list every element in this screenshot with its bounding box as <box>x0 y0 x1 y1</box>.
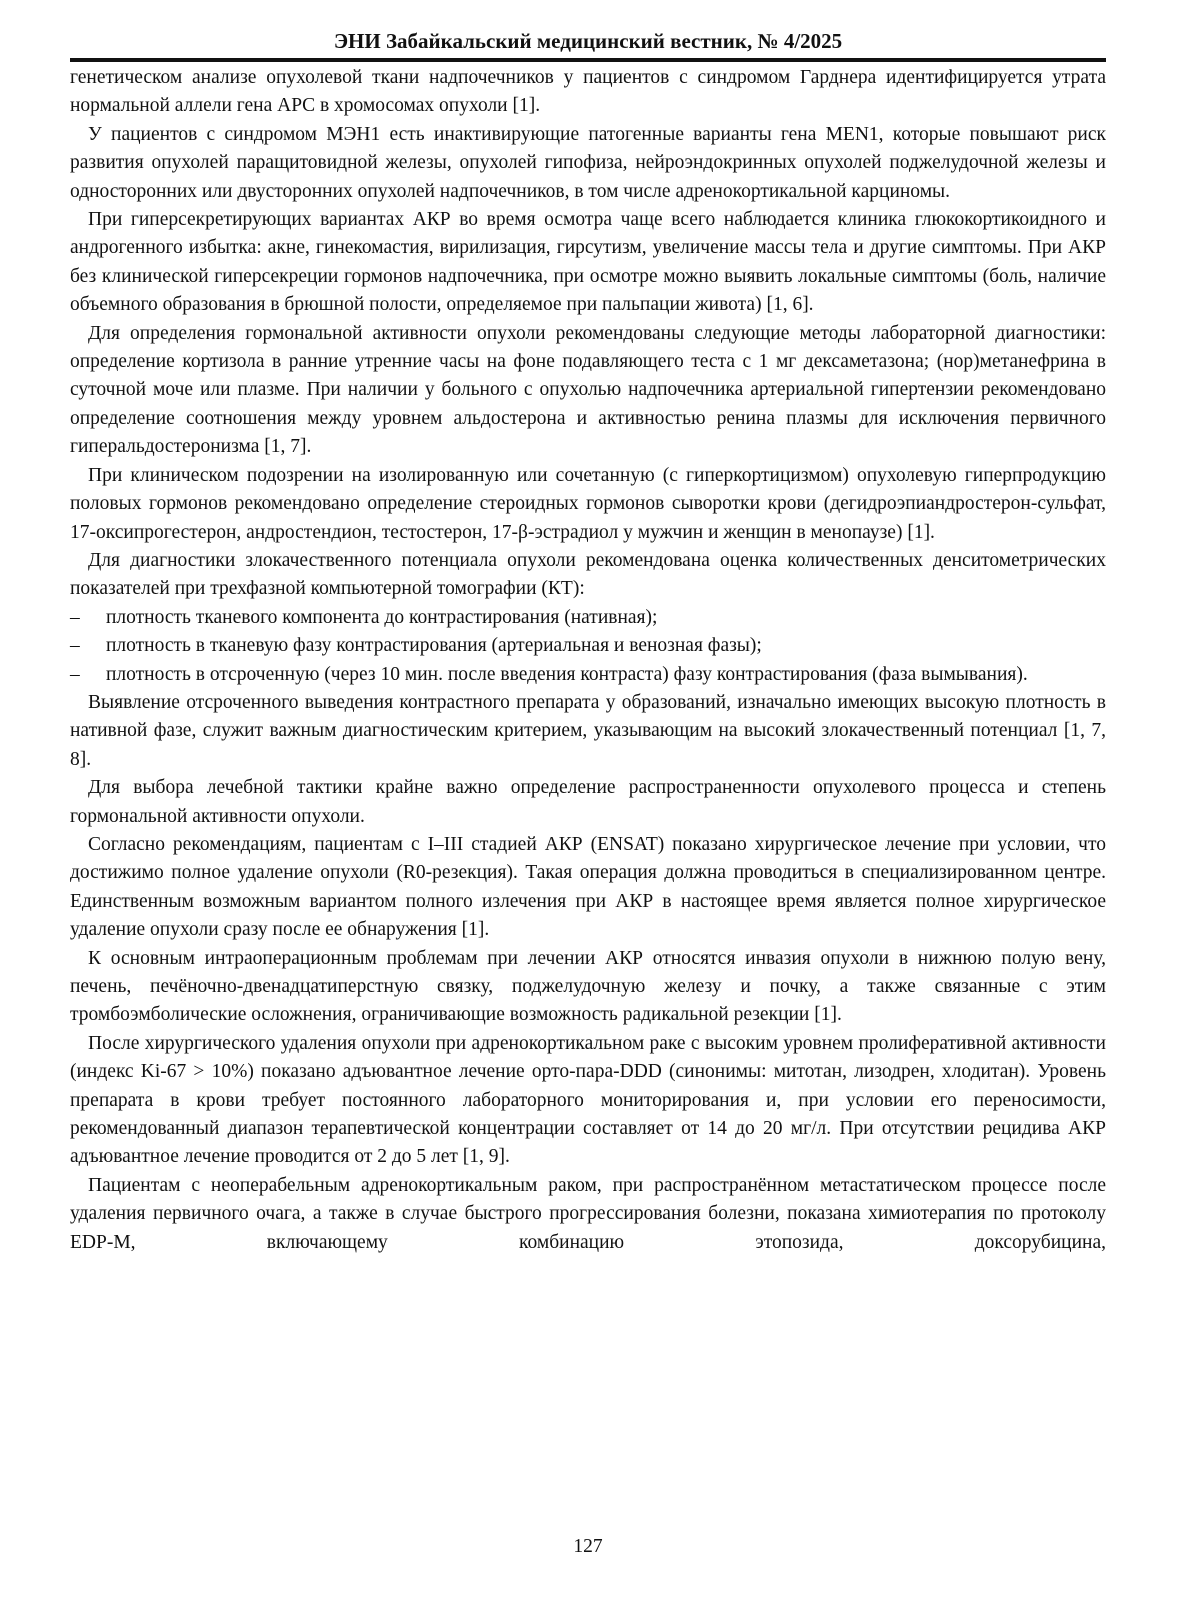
header-divider <box>70 58 1106 62</box>
list-item-text: плотность в тканевую фазу контрастирования (артериальная и венозная фазы); <box>106 635 762 657</box>
paragraph: Для выбора лечебной тактики крайне важно определение распространенности опухолевого процесса и степень гормональной активности опухоли. <box>70 777 1106 827</box>
paragraph: К основным интраоперационным проблемам при лечении АКР относятся инвазия опухоли в нижнюю полую вену, печень, печёночно-двенадцатиперстную связку, поджелудочную железу и почку, а также связанные с этим тромбоэмболические осложнения, ограничивающие возможность радикальной резекции [1]. <box>70 947 1106 1026</box>
list-item-text: плотность в отсроченную (через 10 мин. после введения контраста) фазу контрастирования (фаза вымывания). <box>106 663 1028 685</box>
list-dash: – <box>70 606 80 628</box>
paragraph: Выявление отсроченного выведения контрастного препарата у образований, изначально имеющих высокую плотность в нативной фазе, служит важным диагностическим критерием, указывающим на высокий злокачественный потенциал [1, 7, 8]. <box>70 691 1106 770</box>
paragraph: Пациентам с неоперабельным адренокортикальным раком, при распространённом метастатическом процессе после удаления первичного очага, а также в случае быстрого прогрессирования болезни, показана химиотерапия по протоколу EDP-M, включающему комбинацию этопозида, доксорубицина, <box>70 1174 1106 1253</box>
list-item <box>70 661 1106 689</box>
paragraph: Согласно рекомендациям, пациентам с I–III стадией АКР (ENSAT) показано хирургическое лечение при условии, что достижимо полное удаление опухоли (R0-резекция). Такая операция должна проводиться в специализированном центре. Единственным возможным вариантом полного излечения при АКР в настоящее время является полное хирургическое удаление опухоли сразу после ее обнаружения [1]. <box>70 833 1106 941</box>
paragraph: генетическом анализе опухолевой ткани надпочечников у пациентов с синдромом Гарднера идентифицируется утрата нормальной аллели гена APC в хромосомах опухоли [1]. <box>70 67 1106 117</box>
paragraph: При клиническом подозрении на изолированную или сочетанную (с гиперкортицизмом) опухолевую гиперпродукцию половых гормонов рекомендовано определение стероидных гормонов сыворотки крови (дегидроэпиандростерон-сульфат, 17-оксипрогестерон, андростендион, тестостерон, 17-β-эстрадиол у мужчин и женщин в менопаузе) [1]. <box>70 464 1106 543</box>
paragraph: После хирургического удаления опухоли при адренокортикальном раке с высоким уровнем пролиферативной активности (индекс Ki-67 > 10%) показано адъювантное лечение орто-пара-DDD (синонимы: митотан, лизодрен, хлодитан). Уровень препарата в крови требует постоянного лабораторного мониторирования и, при условии его переносимости, рекомендованный диапазон терапевтической концентрации составляет от 14 до 20 мг/л. При отсутствии рецидива АКР адъювантное лечение проводится от 2 до 5 лет [1, 9]. <box>70 1032 1106 1168</box>
paragraph: Для диагностики злокачественного потенциала опухоли рекомендована оценка количественных денситометрических показателей при трехфазной компьютерной томографии (КТ): <box>70 549 1106 600</box>
paragraph: При гиперсекретирующих вариантах АКР во время осмотра чаще всего наблюдается клиника глюкокортикоидного и андрогенного избытка: акне, гинекомастия, вирилизация, гирсутизм, увеличение массы тела и другие симптомы. При АКР без клинической гиперсекреции гормонов надпочечника, при осмотре можно выявить локальные симптомы (боль, наличие объемного образования в брюшной полости, определяемое при пальпации живота) [1, 6]. <box>70 209 1106 316</box>
list-item-text: плотность тканевого компонента до контрастирования (нативная); <box>106 606 658 628</box>
page-number: 127 <box>573 1536 603 1557</box>
journal-header: ЭНИ Забайкальский медицинский вестник, № 4/2025 <box>333 29 843 53</box>
list-dash: – <box>70 635 80 657</box>
list-dash: – <box>70 663 80 685</box>
paragraph: Для определения гормональной активности опухоли рекомендованы следующие методы лабораторной диагностики: определение кортизола в ранние утренние часы на фоне подавляющего теста с 1 мг дексаметазона; (нор)метанефрина в суточной моче или плазме. При наличии у больного с опухолью надпочечника артериальной гипертензии рекомендовано определение соотношения между уровнем альдостерона и активностью ренина плазмы для исключения первичного гиперальдостеронизма [1, 7]. <box>70 322 1106 458</box>
paragraph: У пациентов с синдромом МЭН1 есть инактивирующие патогенные варианты гена MEN1, которые повышают риск развития опухолей паращитовидной железы, опухолей гипофиза, нейроэндокринных опухолей поджелудочной железы и односторонних или двусторонних опухолей надпочечников, в том числе адренокортикальной карциномы. <box>70 123 1106 202</box>
list-item <box>70 632 1106 660</box>
article-body <box>70 64 1106 1257</box>
list-item <box>70 604 1106 632</box>
